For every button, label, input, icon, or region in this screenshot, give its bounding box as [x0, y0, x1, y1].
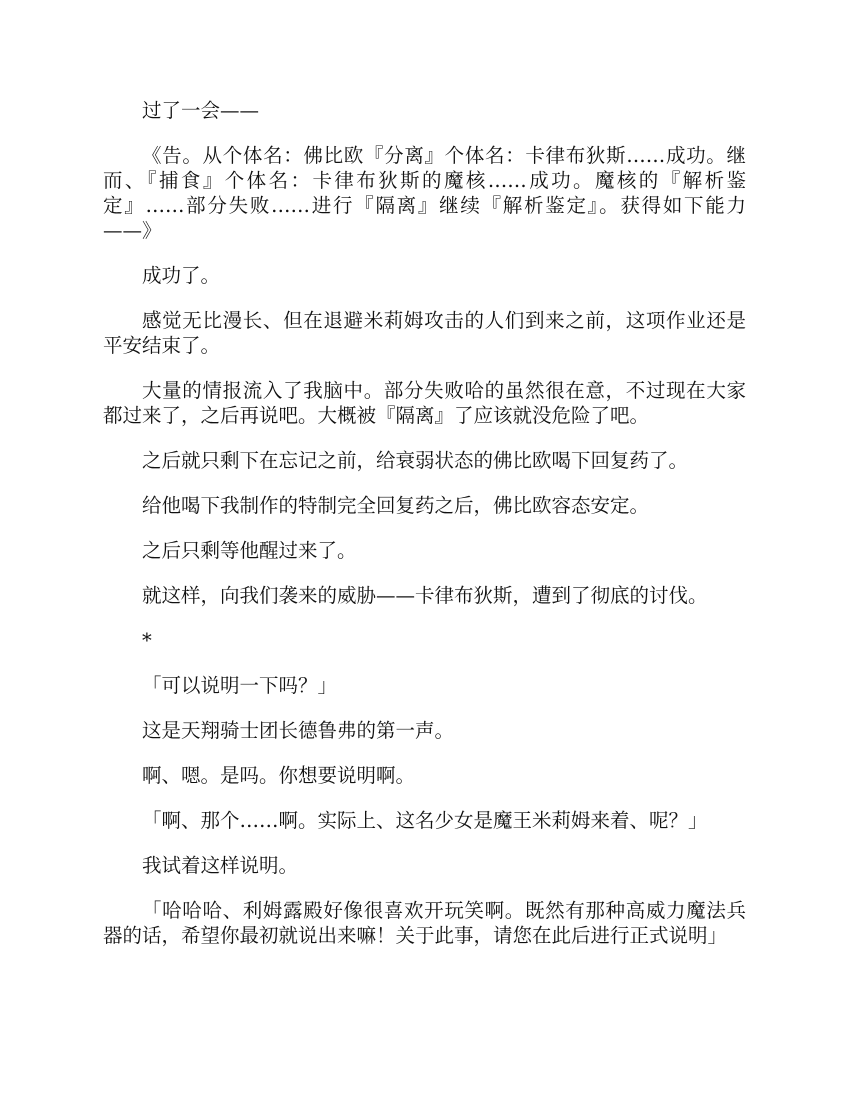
paragraph: 成功了。	[142, 264, 221, 287]
paragraph: 「啊、那个……啊。实际上、这名少女是魔王米莉姆来着、呢？」	[142, 809, 708, 832]
paragraph: 「哈哈哈、利姆露殿好像很喜欢开玩笑啊。既然有那种高威力魔法兵器的话，希望你最初就说出来嘛！关于此事，请您在此后进行正式说明」	[103, 899, 746, 947]
document-body	[103, 98, 746, 968]
paragraph: 之后就只剩下在忘记之前，给衰弱状态的佛比欧喝下回复药了。	[142, 449, 689, 472]
paragraph: 「可以说明一下吗？」	[142, 674, 338, 697]
paragraph: 我试着这样说明。	[142, 854, 299, 877]
paragraph: 这是天翔骑士团长德鲁弗的第一声。	[142, 719, 455, 742]
paragraph: 给他喝下我制作的特制完全回复药之后，佛比欧容态安定。	[142, 494, 650, 517]
paragraph: 《告。从个体名：佛比欧『分离』个体名：卡律布狄斯……成功。继而、『捕食』个体名：卡律布狄斯的魔核……成功。魔核的『解析鉴定』……部分失败……进行『隔离』继续『解析鉴定』。获得如下能力——》	[103, 144, 746, 242]
paragraph: 啊、嗯。是吗。你想要说明啊。	[142, 764, 416, 787]
paragraph: 就这样，向我们袭来的威胁——卡律布狄斯，遭到了彻底的讨伐。	[142, 584, 708, 607]
section-break: *	[142, 629, 152, 652]
paragraph: 感觉无比漫长、但在退避米莉姆攻击的人们到来之前，这项作业还是平安结束了。	[103, 309, 746, 357]
paragraph: 过了一会——	[142, 99, 260, 122]
paragraph: 之后只剩等他醒过来了。	[142, 539, 357, 562]
paragraph: 大量的情报流入了我脑中。部分失败哈的虽然很在意，不过现在大家都过来了，之后再说吧。大概被『隔离』了应该就没危险了吧。	[103, 379, 746, 427]
